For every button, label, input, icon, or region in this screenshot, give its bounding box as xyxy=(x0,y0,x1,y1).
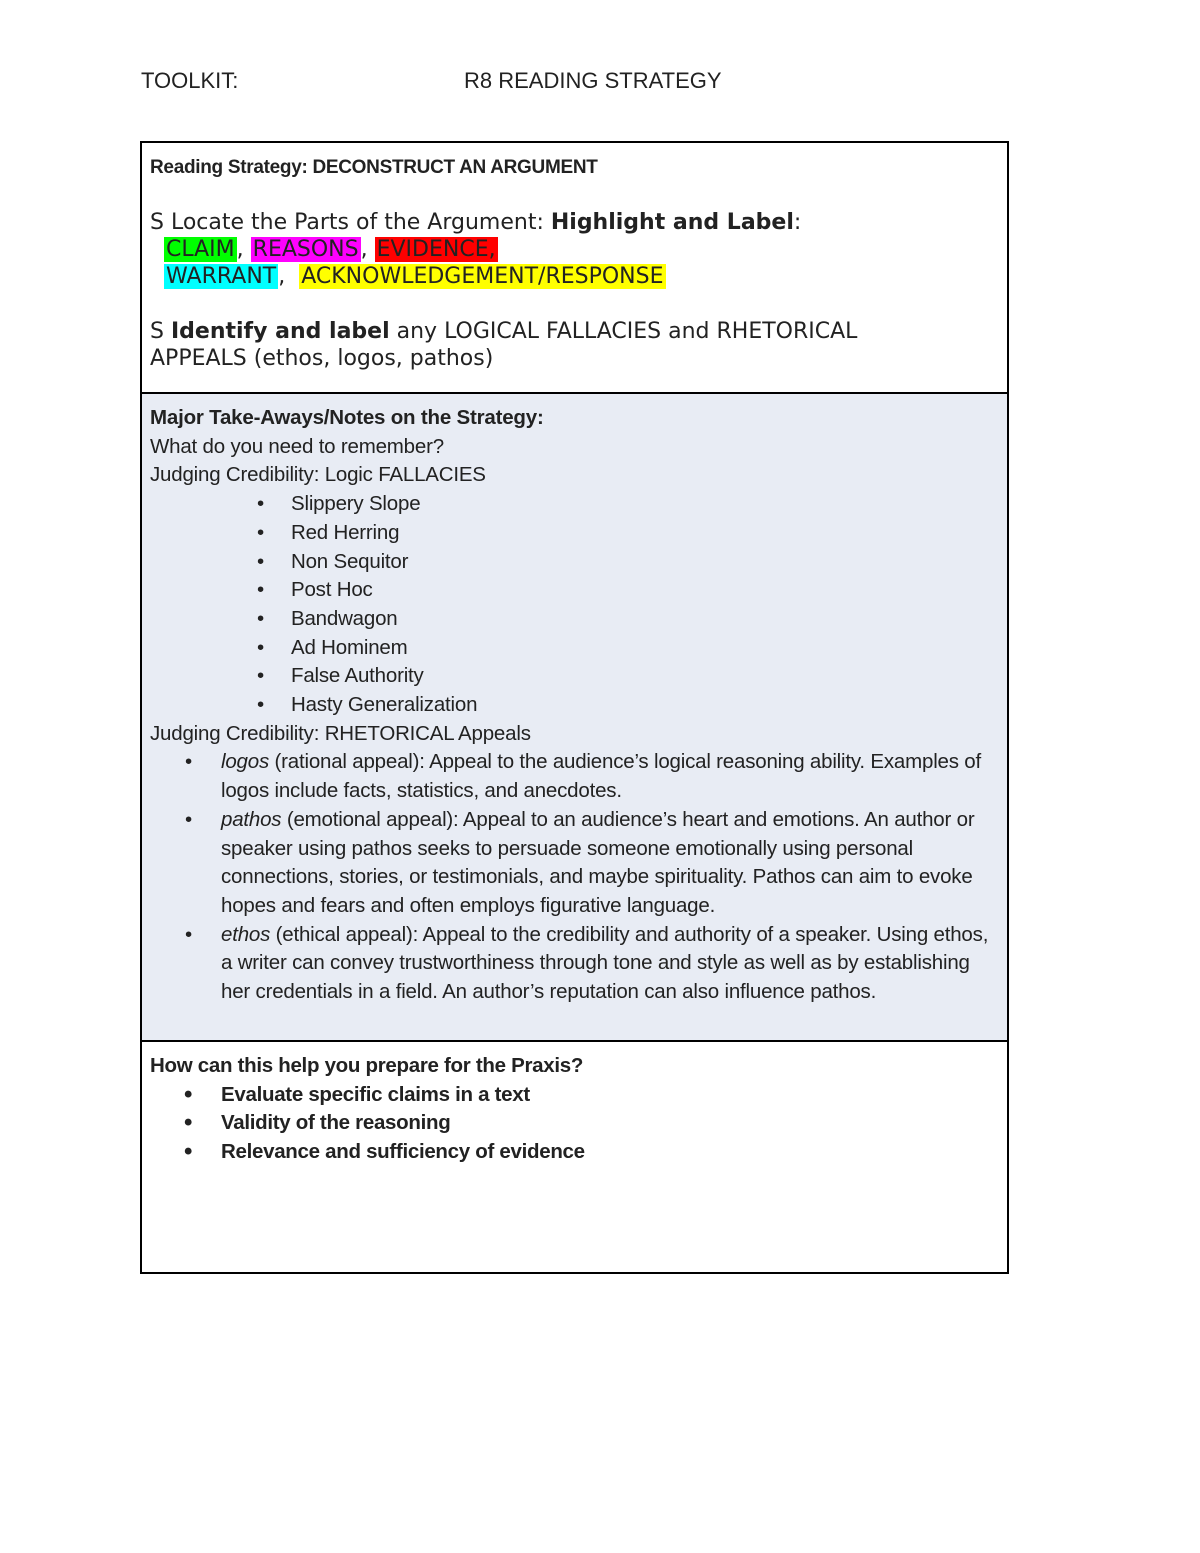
claim-highlight: CLAIM xyxy=(166,237,235,262)
strategy-cell xyxy=(142,143,1007,394)
step-locate: S Locate the Parts of the Argument: Highlight and Label: xyxy=(150,210,802,235)
evidence-highlight: EVIDENCE, xyxy=(376,237,496,262)
notes-question: What do you need to remember? xyxy=(150,434,444,458)
list-item: • Evaluate specific claims in a text xyxy=(150,1081,999,1110)
document-title: R8 READING STRATEGY xyxy=(464,68,722,93)
list-item: • Ad Hominem xyxy=(150,634,999,663)
step-marker: S xyxy=(150,210,164,235)
list-item: • Red Herring xyxy=(150,519,999,548)
step-identify: S Identify and label any LOGICAL FALLACIES and RHETORICAL xyxy=(150,319,858,344)
toolkit-label: TOOLKIT: xyxy=(141,68,239,93)
praxis-cell xyxy=(142,1042,1007,1272)
praxis-list xyxy=(150,1081,999,1167)
step-identify-cont: APPEALS (ethos, logos, pathos) xyxy=(150,346,494,371)
list-item: • Post Hoc xyxy=(150,576,999,605)
appeals-heading: Judging Credibility: RHETORICAL Appeals xyxy=(150,721,531,745)
step-marker: S xyxy=(150,319,164,344)
list-item: • Relevance and sufficiency of evidence xyxy=(150,1138,999,1167)
notes-heading: Major Take-Aways/Notes on the Strategy: xyxy=(150,406,544,429)
praxis-heading: How can this help you prepare for the Praxis? xyxy=(150,1054,584,1077)
reasons-highlight: REASONS xyxy=(252,237,359,262)
list-item: • Non Sequitor xyxy=(150,548,999,577)
page-header xyxy=(141,68,941,102)
list-item: • Bandwagon xyxy=(150,605,999,634)
notes-cell xyxy=(142,394,1007,1042)
list-item: • Validity of the reasoning xyxy=(150,1109,999,1138)
fallacies-list xyxy=(150,490,999,720)
appeal-term: pathos xyxy=(221,807,282,831)
appeals-list xyxy=(150,748,999,1006)
list-item: • logos (rational appeal): Appeal to the audience’s logical reasoning ability. Examples of logos include facts, statistics, and anecdotes. xyxy=(150,748,999,805)
acknowledgement-highlight: ACKNOWLEDGEMENT/RESPONSE xyxy=(301,264,664,289)
list-item: • Slippery Slope xyxy=(150,490,999,519)
label-row-1: CLAIM, REASONS, EVIDENCE, xyxy=(166,237,496,262)
appeal-term: ethos xyxy=(221,922,271,946)
warrant-highlight: WARRANT xyxy=(166,264,277,289)
list-item: • ethos (ethical appeal): Appeal to the credibility and authority of a speaker. Using ethos, a writer can convey trustworthiness through tone and style as well as by establishing her credentials in a field. An author’s reputation can also influence pathos. xyxy=(150,921,999,1007)
list-item: • pathos (emotional appeal): Appeal to an audience’s heart and emotions. An author or speaker using pathos seeks to persuade someone emotionally using personal connections, stories, or testimonials, and maybe spirituality. Pathos can aim to evoke hopes and fears and often employs figurative language. xyxy=(150,806,999,921)
appeal-term: logos xyxy=(221,750,270,774)
strategy-table xyxy=(140,141,1009,1274)
fallacies-heading: Judging Credibility: Logic FALLACIES xyxy=(150,463,486,487)
list-item: • Hasty Generalization xyxy=(150,691,999,720)
label-row-2: WARRANT, ACKNOWLEDGEMENT/RESPONSE xyxy=(166,264,664,289)
list-item: • False Authority xyxy=(150,662,999,691)
strategy-title: Reading Strategy: DECONSTRUCT AN ARGUMENT xyxy=(150,157,598,178)
